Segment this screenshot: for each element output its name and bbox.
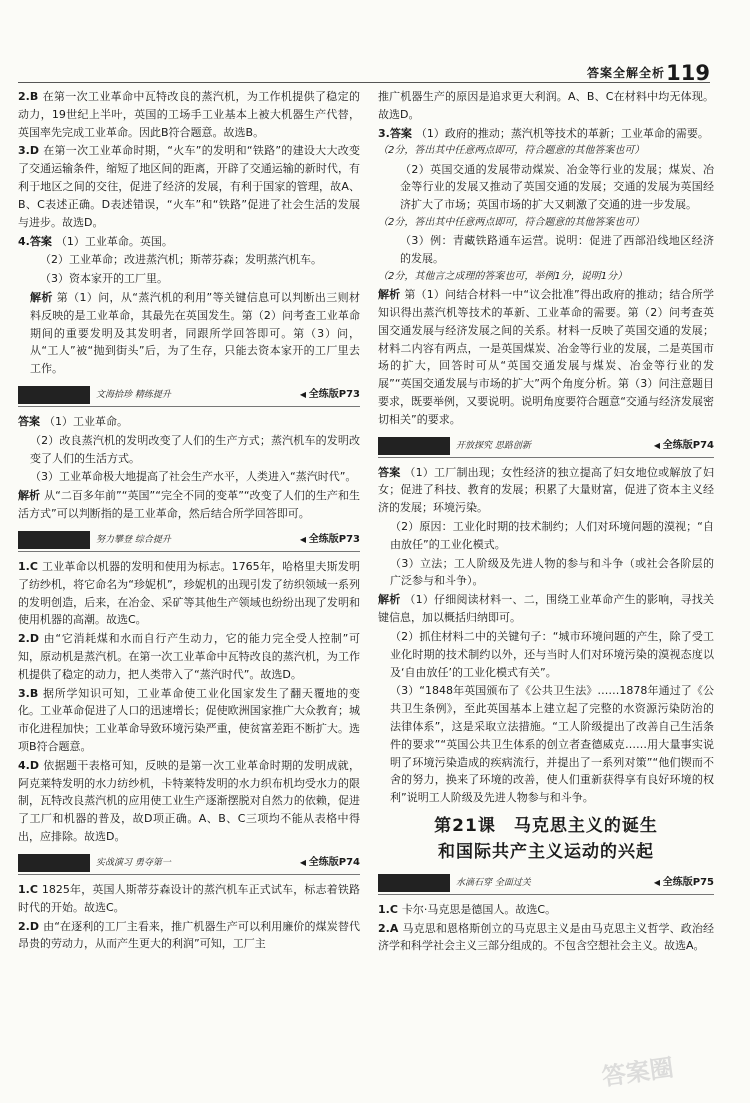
- item-text: 由“在逐利的工厂主看来，推广机器生产可以利用廉价的煤炭替代昂贵的劳动力，从而产生更大的利润”可知，工厂主: [18, 919, 360, 951]
- header-title: 答案全解全析: [586, 66, 665, 80]
- item-text: （1）工厂制出现；女性经济的独立提高了妇女地位或解放了妇女；促进了科技、教育的发展；积累了大量财富，促进了资本主义经济的发展；环境污染。: [378, 465, 714, 515]
- banner-bar: [18, 854, 90, 872]
- analysis-text: （3）“1848年英国颁布了《公共卫生法》……1878年通过了《公共卫生条例》，至此英国基本上建立起了完整的水资源污染防治的法律体系”，这是采取立法措施。“工人阶级提出了改善自己生活条件的要求”“英国公共卫生体系的创立者查德威克……用大量事实说明了环境污染造成的疾病流行，并提出了一系列对策”“他们锲而不舍的努力，换来了环境的改善，使人们重新获得享有良好环境的权利”说明工人阶级及先进人物参与和斗争。: [390, 684, 714, 805]
- watermark-logo: 答案圈: [600, 1053, 676, 1092]
- scoring-note: （2分，其他言之成理的答案也可，举例1分，说明1分）: [378, 270, 628, 282]
- item-number: 2.D: [18, 919, 39, 933]
- answer-item: [18, 918, 360, 954]
- item-number: 3.B: [18, 686, 39, 700]
- item-number: 4.D: [18, 758, 39, 772]
- right-column: [378, 88, 714, 1090]
- answer-item: [18, 685, 360, 756]
- section-banner: [378, 872, 714, 895]
- analysis-text: （1）仔细阅读材料一、二，围绕工业革命产生的影响，寻找关键信息，加以概括归纳即可。: [378, 593, 714, 625]
- item-text: （1）工业革命。英国。: [55, 234, 173, 248]
- item-number: 1.C: [378, 902, 398, 916]
- answer-item: [18, 142, 360, 231]
- item-number: 3.答案: [378, 126, 412, 140]
- answer-item: [18, 413, 360, 431]
- analysis: [378, 286, 714, 429]
- banner-page-ref: ◀ 全练版P75: [654, 875, 714, 891]
- analysis-text: 第（1）问结合材料一中“议会批准”得出政府的推动；结合所学知识得出蒸汽机等技术的革新、工业革命的需要。第（2）问考查英国交通发展与经济发展之间的关系。材料一反映了英国交通的发展；材料二内容有两点，一是英国煤炭、冶金等行业的发展，二是英国市场的扩大，回答时可从“英国交通发展与煤炭、冶金等行业的发展”“英国交通发展与市场的扩大”两个角度分析。第（3）问注意题目要求，既要举例，又要说明。说明角度要符合题意“交通与经济发展密切相关”的要求。: [378, 288, 714, 426]
- banner-subtitle: 文海拾珍 精练提升: [96, 390, 171, 400]
- section-banner: [18, 529, 360, 552]
- item-text: 依据题干表格可知，反映的是第一次工业革命时期的发明成就，阿克莱特发明的水力纺纱机，卡特莱特发明的水力织布机均受水力的限制，瓦特改良蒸汽机的应用使工业生产逐渐摆脱对自然力的依赖，促进了工厂和机器的普及，故D项正确。A、B、C三项均不能从表格中得出，应排除。故选D。: [18, 758, 360, 844]
- item-number: 1.C: [18, 882, 38, 896]
- item-text: （3）例：青藏铁路通车运营。说明：促进了西部沿线地区经济的发展。: [400, 234, 714, 266]
- lesson-title: [378, 813, 714, 866]
- scoring-note: （2分，答出其中任意两点即可，符合题意的其他答案也可）: [378, 217, 645, 229]
- lesson-title-line2: 和国际共产主义运动的兴起: [438, 842, 654, 863]
- answer-item: [378, 464, 714, 517]
- banner-subtitle: 水滴石穿 全面过关: [456, 877, 531, 888]
- page-header: [0, 0, 750, 85]
- item-text: （2）英国交通的发展带动煤炭、冶金等行业的发展；煤炭、冶金等行业的发展又推动了英国交通的发展；交通的发展为英国经济扩大了市场；英国市场的扩大又刺激了交通的进一步发展。: [400, 162, 714, 212]
- item-text: （2）改良蒸汽机的发明改变了人们的生产方式；蒸汽机车的发明改变了人们的生活方式。: [30, 433, 360, 465]
- banner-bar: [18, 386, 90, 404]
- banner-bar: [378, 874, 450, 892]
- answer-item: [18, 558, 360, 629]
- banner-page-ref: ◀ 全练版P74: [300, 855, 360, 871]
- analysis-text: 从“二百多年前”“英国”“完全不同的变革”“改变了人们的生产和生活方式”可以判断指的是工业革命，然后结合所学回答即可。: [18, 489, 360, 521]
- item-text: 卡尔·马克思是德国人。故选C。: [401, 902, 557, 916]
- item-text: 在第一次工业革命时期，“火车”的发明和“铁路”的建设大大改变了交通运输条件，缩短了地区间的距离，开辟了交通运输的新时代，有利于地区之间的交往，促进了经济的发展，有利于国家的管理，故A、B、C表述正确。D表述错误，“火车”和“铁路”促进了社会生活的发展与进步。故选D。: [18, 144, 360, 229]
- item-text: （2）工业革命；改进蒸汽机；斯蒂芬森；发明蒸汽机车。: [40, 253, 322, 267]
- analysis: [18, 487, 360, 523]
- answer-item: [378, 125, 714, 143]
- scoring-note: （2分，答出其中任意两点即可，符合题意的其他答案也可）: [378, 145, 645, 157]
- item-text: （2）原因：工业化时期的技术制约；人们对环境问题的漠视；“自由放任”的工业化模式。: [390, 520, 714, 551]
- banner-page-ref: ◀ 全练版P73: [300, 532, 360, 548]
- item-text: 据所学知识可知，工业革命使工业化国家发生了翻天覆地的变化。工业革命促进了人口的迅速增长；促使欧洲国家推广大众教育；城市化进程加快；工业革命导致环境污染严重，使贫富差距不断扩大。选项B符合题意。: [18, 686, 360, 753]
- analysis-text: 第（1）问，从“蒸汽机的利用”等关键信息可以判断出三则材料反映的是工业革命，其最先在英国发生。第（2）问考查工业革命期间的重要发明及其发明者，同跟所学回答即可。第（3）问，从“工人”被“抛到街头”后，为了生存，只能去资本家开的工厂里去工作。: [30, 290, 360, 376]
- analysis-label: 解析: [30, 290, 53, 304]
- lesson-title-line1: 第21课 马克思主义的诞生: [434, 816, 658, 836]
- item-text: 由“它消耗煤和水而自行产生动力，它的能力完全受人控制”可知，原动机是蒸汽机。在第一次工业革命中瓦特改良的蒸汽机，为工作机提供了稳定的动力，把人类带入了“蒸汽时代”。故选D。: [18, 632, 360, 681]
- analysis: [18, 289, 360, 378]
- item-text: （3）立法；工人阶级及先进人物的参与和斗争（或社会各阶层的广泛参与和斗争）。: [390, 556, 714, 588]
- answer-item: [18, 233, 360, 251]
- item-text: （1）政府的推动；蒸汽机等技术的革新；工业革命的需要。: [415, 126, 709, 140]
- answer-item: [18, 881, 360, 917]
- answer-item: [18, 757, 360, 846]
- item-text: 1825年，英国人斯蒂芬森设计的蒸汽机车正式试车，标志着铁路时代的开始。故选C。: [18, 882, 360, 914]
- item-number: 2.D: [18, 632, 39, 646]
- header-rule: [18, 82, 710, 83]
- answer-item: [18, 88, 360, 141]
- analysis-label: 解析: [18, 489, 41, 503]
- section-banner: [18, 384, 360, 407]
- item-text: （1）工业革命。: [44, 415, 128, 428]
- item-number: 1.C: [18, 559, 38, 573]
- answer-item: [18, 630, 360, 683]
- answer-item: [378, 901, 714, 919]
- section-banner: [378, 435, 714, 458]
- item-text: 马克思和恩格斯创立的马克思主义是由马克思主义哲学、政治经济学和科学社会主义三部分组成的。不包含空想社会主义。故选A。: [378, 921, 714, 953]
- banner-page-ref: ◀ 全练版P73: [300, 387, 360, 403]
- banner-subtitle: 实战演习 勇夺第一: [96, 857, 171, 868]
- item-text: 工业革命以机器的发明和使用为标志。1765年，哈格里夫斯发明了纺纱机，将它命名为“珍妮机”，珍妮机的出现引发了纺织领域一系列的发明创造，后来，在冶金、采矿等其他生产领域也纷纷出现了发明和使用机器的高潮。故选C。: [18, 559, 360, 627]
- banner-subtitle: 开放探究 思路创新: [456, 440, 531, 451]
- banner-subtitle: 努力攀登 综合提升: [96, 534, 171, 545]
- item-text: 推广机器生产的原因是追求更大利润。A、B、C在材料中均无体现。故选D。: [378, 90, 714, 121]
- item-number: 3.D: [18, 144, 39, 158]
- page-number: 119: [666, 61, 710, 85]
- banner-page-ref: ◀ 全练版P74: [654, 438, 714, 454]
- item-number: 2.A: [378, 921, 399, 935]
- item-number: 4.答案: [18, 234, 52, 248]
- section-banner: [18, 852, 360, 875]
- answer-label: 答案: [18, 415, 40, 428]
- answer-label: 答案: [378, 465, 401, 479]
- item-text: （3）资本家开的工厂里。: [40, 272, 168, 286]
- answer-item: [378, 920, 714, 956]
- analysis-label: 解析: [378, 593, 401, 607]
- item-number: 2.B: [18, 90, 39, 103]
- item-text: 在第一次工业革命中瓦特改良的蒸汽机，为工作机提供了稳定的动力，19世纪上半叶，英国的工场手工业基本上被大机器生产代替，英国率先完成工业革命。因此B符合题意。故选B。: [18, 90, 360, 139]
- item-text: （3）工业革命极大地提高了社会生产水平，人类进入“蒸汽时代”。: [30, 470, 357, 484]
- left-column: [18, 88, 360, 1090]
- analysis-text: （2）抓住材料二中的关键句子：“城市环境问题的产生，除了受工业化时期的技术制约以外，还与当时人们对环境污染的漠视态度以及‘自由放任’的工业化模式有关”。: [390, 629, 714, 679]
- banner-bar: [18, 531, 90, 549]
- analysis: [378, 591, 714, 627]
- banner-bar: [378, 437, 450, 455]
- analysis-label: 解析: [378, 288, 401, 302]
